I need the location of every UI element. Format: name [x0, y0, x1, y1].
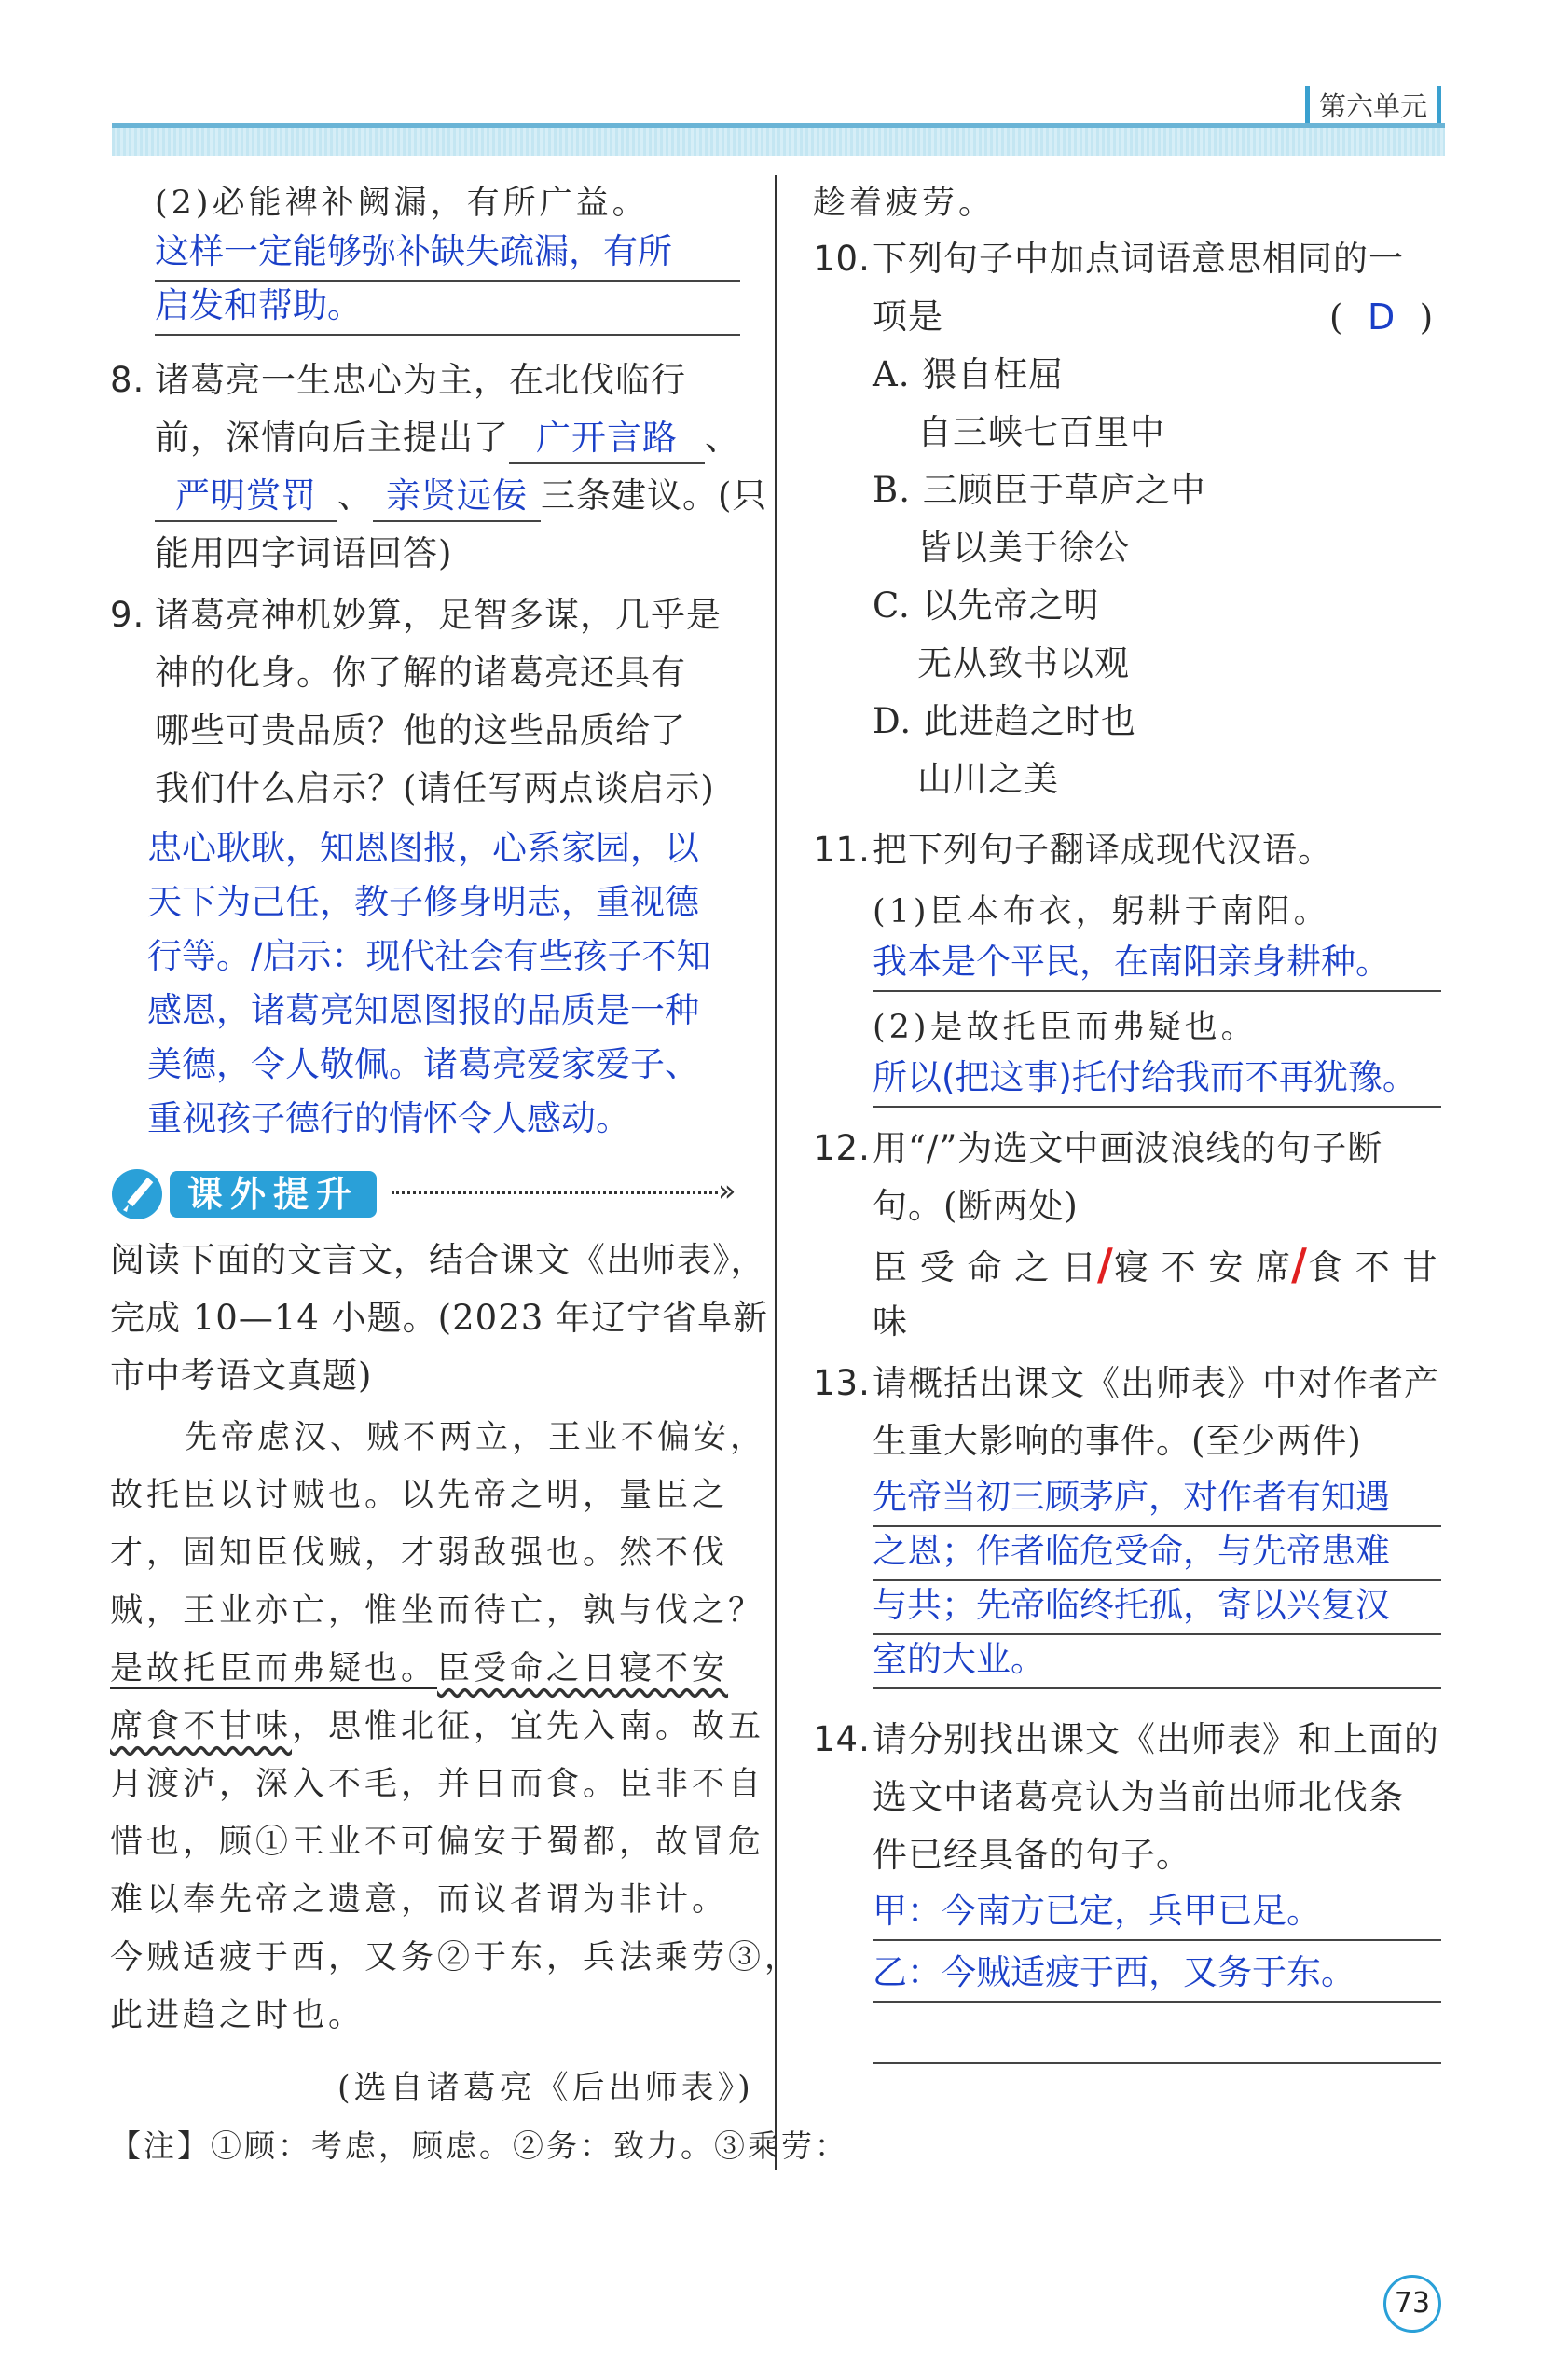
- passage-line5: 是故托臣而弗疑也。臣受命之日寝不安: [110, 1650, 729, 1687]
- q12-line1: 用“/”为选文中画波浪线的句子断: [873, 1128, 1383, 1168]
- q8-blank-1[interactable]: 广开言路: [509, 414, 705, 464]
- q10-option-b1: B. 三顾臣于草庐之中: [873, 470, 1206, 510]
- passage-line9: 难以奉先帝之遗意，而议者谓为非计。: [110, 1881, 729, 1919]
- q10-option-b2: 皆以美于徐公: [917, 528, 1130, 568]
- q12-number: 12.: [813, 1128, 871, 1168]
- q13-line2: 生重大影响的事件。(至少两件): [873, 1421, 1362, 1461]
- q13-answer-line4: 室的大业。: [873, 1635, 1441, 1689]
- header-band: [112, 128, 1445, 156]
- passage-intro-line3: 市中考语文真题): [110, 1356, 373, 1396]
- q10-line1: 下列句子中加点词语意思相同的一: [873, 239, 1404, 279]
- passage-line1: 先帝虑汉、贼不两立，王业不偏安，: [185, 1419, 767, 1456]
- page-number: 73: [1383, 2275, 1441, 2333]
- q9-line2: 神的化身。你了解的诸葛亮还具有: [155, 653, 686, 693]
- q12-sentence-end: 味: [873, 1302, 908, 1342]
- break-mark-2: /: [1291, 1239, 1308, 1289]
- q9-answer-line4: 感恩，诸葛亮知恩图报的品质是一种: [147, 990, 699, 1030]
- q10-option-d2: 山川之美: [917, 759, 1059, 799]
- passage-line8: 惜也，顾①王业不可偏安于蜀都，故冒危: [110, 1824, 765, 1861]
- q13-answer-line1: 先帝当初三顾茅庐，对作者有知遇: [873, 1473, 1441, 1527]
- pencil-icon: [110, 1167, 164, 1221]
- passage-line11: 此进趋之时也。: [110, 1997, 365, 2034]
- passage-intro-line1: 阅读下面的文言文，结合课文《出师表》，: [110, 1240, 766, 1280]
- q13-answer-line3: 与共；先帝临终托孤，寄以兴复汉: [873, 1581, 1441, 1635]
- q10-answer-bracket: ( D ): [1329, 296, 1435, 337]
- passage-note: 【注】①顾：考虑，顾虑。②务：致力。③乘劳：: [110, 2128, 848, 2164]
- q7-2-prompt: (2)必能裨补阙漏，有所广益。: [155, 185, 649, 222]
- q14-number: 14.: [813, 1719, 871, 1759]
- passage-line6: 席食不甘味，思惟北征，宜先入南。故五: [110, 1708, 765, 1745]
- q9-line1: 诸葛亮神机妙算，足智多谋，几乎是: [155, 595, 722, 635]
- q11-line1: 把下列句子翻译成现代汉语。: [873, 830, 1333, 870]
- break-mark-1: /: [1097, 1239, 1114, 1289]
- q9-answer-line3: 行等。/启示：现代社会有些孩子不知: [147, 936, 711, 976]
- note-continued: 趁着疲劳。: [813, 185, 996, 222]
- q9-answer-line2: 天下为己任，教子修身明志，重视德: [147, 882, 699, 922]
- section-dotted-rule: [392, 1191, 718, 1194]
- q8-line3: 严明赏罚 、 亲贤远佞 三条建议。(只: [155, 472, 767, 522]
- q11-number: 11.: [813, 830, 871, 870]
- q10-option-c2: 无从致书以观: [917, 643, 1130, 683]
- section-title: 课外提升: [170, 1171, 377, 1218]
- q14-blank-line: [873, 2010, 1441, 2064]
- q8-blank-2[interactable]: 严明赏罚: [155, 472, 337, 522]
- q9-answer-line6: 重视孩子德行的情怀令人感动。: [147, 1098, 630, 1138]
- q10-number: 10.: [813, 239, 871, 279]
- column-divider: [775, 175, 777, 2170]
- q14-answer-a: 甲：今南方已定，兵甲已足。: [873, 1887, 1441, 1941]
- q14-line3: 件已经具备的句子。: [873, 1835, 1191, 1875]
- passage-line10: 今贼适疲于西，又务②于东，兵法乘劳③，: [110, 1939, 802, 1976]
- passage-line2: 故托臣以讨贼也。以先帝之明，量臣之: [110, 1477, 729, 1514]
- double-chevron-icon: »: [718, 1173, 736, 1208]
- q10-answer: D: [1367, 296, 1396, 337]
- q7-2-answer-line1: 这样一定能够弥补缺失疏漏，有所: [155, 227, 740, 282]
- q9-answer-line1: 忠心耿耿，知恩图报，心系家园，以: [147, 828, 699, 868]
- q11-1-answer: 我本是个平民，在南阳亲身耕种。: [873, 938, 1441, 992]
- q12-sentence: 臣 受 命 之 日/寝 不 安 席/食 不 甘: [873, 1239, 1438, 1289]
- q8-blank-3[interactable]: 亲贤远佞: [373, 472, 541, 522]
- q8-number: 8.: [110, 360, 145, 400]
- q9-line4: 我们什么启示？(请任写两点谈启示): [155, 768, 715, 808]
- q8-line4: 能用四字词语回答): [155, 533, 453, 573]
- q10-line2: 项是: [873, 296, 943, 337]
- q12-line2: 句。(断两处): [873, 1186, 1079, 1226]
- passage-line4: 贼，王业亦亡，惟坐而待亡，孰与伐之？: [110, 1592, 765, 1630]
- q11-2-answer: 所以(把这事)托付给我而不再犹豫。: [873, 1054, 1441, 1108]
- q10-option-d1: D. 此进趋之时也: [873, 701, 1136, 741]
- q13-number: 13.: [813, 1363, 871, 1403]
- passage-source: (选自诸葛亮《后出师表》): [337, 2070, 754, 2107]
- q10-option-c1: C. 以先帝之明: [873, 585, 1100, 626]
- q14-line2: 选文中诸葛亮认为当前出师北伐条: [873, 1777, 1404, 1817]
- passage-line3: 才，固知臣伐贼，才弱敌强也。然不伐: [110, 1535, 729, 1572]
- q14-answer-b: 乙：今贼适疲于西，又务于东。: [873, 1949, 1441, 2003]
- q11-2-prompt: (2)是故托臣而弗疑也。: [873, 1009, 1258, 1046]
- q10-option-a1: A. 猥自枉屈: [873, 354, 1065, 394]
- q8-line2: 前，深情向后主提出了 广开言路 、: [155, 414, 740, 464]
- q10-option-a2: 自三峡七百里中: [917, 412, 1165, 452]
- passage-line7: 月渡泸，深入不毛，并日而食。臣非不自: [110, 1766, 765, 1803]
- q14-line1: 请分别找出课文《出师表》和上面的: [873, 1719, 1439, 1759]
- unit-label: 第六单元: [1305, 86, 1441, 127]
- q8-line1: 诸葛亮一生忠心为主，在北伐临行: [155, 360, 686, 400]
- q13-line1: 请概括出课文《出师表》中对作者产: [873, 1363, 1439, 1403]
- q9-line3: 哪些可贵品质？他的这些品质给了: [155, 710, 686, 751]
- q9-answer-line5: 美德，令人敬佩。诸葛亮爱家爱子、: [147, 1044, 699, 1084]
- q11-1-prompt: (1)臣本布衣，躬耕于南阳。: [873, 893, 1330, 930]
- q7-2-answer-line2: 启发和帮助。: [155, 282, 740, 336]
- q9-number: 9.: [110, 595, 145, 635]
- q13-answer-line2: 之恩；作者临危受命，与先帝患难: [873, 1527, 1441, 1581]
- passage-intro-line2: 完成 10—14 小题。(2023 年辽宁省阜新: [110, 1298, 769, 1338]
